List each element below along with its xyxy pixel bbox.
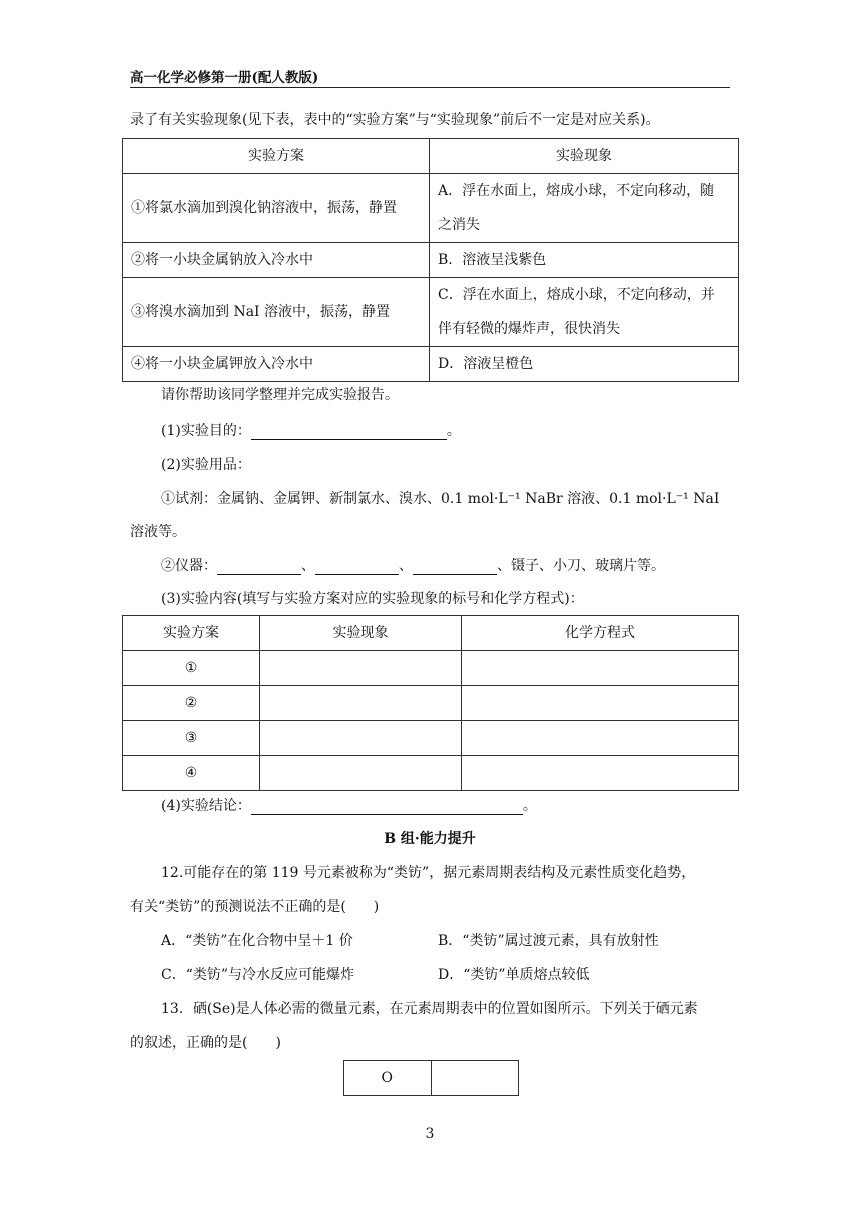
question-2: (2)实验用品： bbox=[161, 457, 251, 473]
request-text: 请你帮助该同学整理并完成实验报告。 bbox=[161, 387, 399, 403]
table2-header-equation: 化学方程式 bbox=[462, 616, 739, 651]
q12-line-1: 12.可能存在的第 119 号元素被称为“类钫”，据元素周期表结构及元素性质变化趋势， bbox=[161, 865, 696, 881]
table1-phenomenon-a: A．浮在水面上，熔成小球，不定向移动，随 之消失 bbox=[430, 174, 739, 243]
periodic-table-fragment bbox=[343, 1060, 519, 1096]
intro-text: 录了有关实验现象(见下表，表中的“实验方案”与“实验现象”前后不一定是对应关系)。 bbox=[130, 112, 660, 128]
table1-header-phenomenon: 实验现象 bbox=[430, 139, 739, 174]
instrument-blank-1[interactable] bbox=[217, 560, 301, 575]
table1-plan-2: ②将一小块金属钠放入冷水中 bbox=[123, 243, 430, 278]
q12-line-2: 有关“类钫”的预测说法不正确的是( ) bbox=[130, 899, 380, 915]
table2-row-label: ④ bbox=[123, 756, 260, 791]
purpose-blank[interactable] bbox=[251, 425, 447, 440]
instruments-line: ②仪器： 、 、 、镊子、小刀、玻璃片等。 bbox=[161, 558, 665, 574]
table2-header-plan: 实验方案 bbox=[123, 616, 260, 651]
table2-equation-cell[interactable] bbox=[462, 756, 739, 791]
experiment-content-table bbox=[122, 615, 739, 791]
table2-row-label: ② bbox=[123, 686, 260, 721]
table2-equation-cell[interactable] bbox=[462, 651, 739, 686]
table2-phenomenon-cell[interactable] bbox=[260, 756, 462, 791]
page-number: 3 bbox=[425, 1126, 435, 1142]
page-header: 高一化学必修第一册(配人教版) bbox=[130, 70, 319, 86]
table2-equation-cell[interactable] bbox=[462, 686, 739, 721]
question-3: (3)实验内容(填写与实验方案对应的实验现象的标号和化学方程式)： bbox=[161, 591, 584, 607]
q12-option-b[interactable]: B．“类钫”属过渡元素，具有放射性 bbox=[438, 933, 659, 949]
section-b-title: B 组·能力提升 bbox=[384, 831, 476, 847]
header-divider bbox=[130, 87, 730, 88]
table2-phenomenon-cell[interactable] bbox=[260, 651, 462, 686]
experiment-plan-table bbox=[122, 138, 739, 382]
table1-phenomenon-d: D．溶液呈橙色 bbox=[430, 347, 739, 382]
table2-equation-cell[interactable] bbox=[462, 721, 739, 756]
reagents-line-1: ①试剂：金属钠、金属钾、新制氯水、溴水、0.1 mol·L⁻¹ NaBr 溶液、0.1 mol·L⁻¹ NaI bbox=[161, 491, 720, 507]
table1-plan-4: ④将一小块金属钾放入冷水中 bbox=[123, 347, 430, 382]
reagents-line-2: 溶液等。 bbox=[130, 524, 186, 540]
element-cell-o: O bbox=[344, 1061, 432, 1096]
table2-row-label: ① bbox=[123, 651, 260, 686]
conclusion-blank[interactable] bbox=[251, 800, 523, 815]
table2-row-label: ③ bbox=[123, 721, 260, 756]
q12-option-a[interactable]: A．“类钫”在化合物中呈＋1 价 bbox=[161, 933, 353, 949]
table1-plan-3: ③将溴水滴加到 NaI 溶液中，振荡，静置 bbox=[123, 278, 430, 347]
q13-line-1: 13．硒(Se)是人体必需的微量元素，在元素周期表中的位置如图所示。下列关于硒元素 bbox=[161, 1001, 698, 1017]
instrument-blank-3[interactable] bbox=[413, 560, 497, 575]
question-1: (1)实验目的： 。 bbox=[161, 423, 461, 439]
q13-line-2: 的叙述，正确的是( ) bbox=[130, 1035, 281, 1051]
q12-option-c[interactable]: C．“类钫”与冷水反应可能爆炸 bbox=[161, 967, 355, 983]
q12-option-d[interactable]: D．“类钫”单质熔点较低 bbox=[438, 967, 590, 983]
question-4: (4)实验结论： 。 bbox=[161, 798, 537, 814]
table2-header-phenomenon: 实验现象 bbox=[260, 616, 462, 651]
table1-phenomenon-c: C．浮在水面上，熔成小球，不定向移动，并 伴有轻微的爆炸声，很快消失 bbox=[430, 278, 739, 347]
table2-phenomenon-cell[interactable] bbox=[260, 721, 462, 756]
table1-plan-1: ①将氯水滴加到溴化钠溶液中，振荡，静置 bbox=[123, 174, 430, 243]
table1-header-plan: 实验方案 bbox=[123, 139, 430, 174]
table1-phenomenon-b: B．溶液呈浅紫色 bbox=[430, 243, 739, 278]
instrument-blank-2[interactable] bbox=[315, 560, 399, 575]
element-cell-empty bbox=[431, 1061, 518, 1096]
table2-phenomenon-cell[interactable] bbox=[260, 686, 462, 721]
